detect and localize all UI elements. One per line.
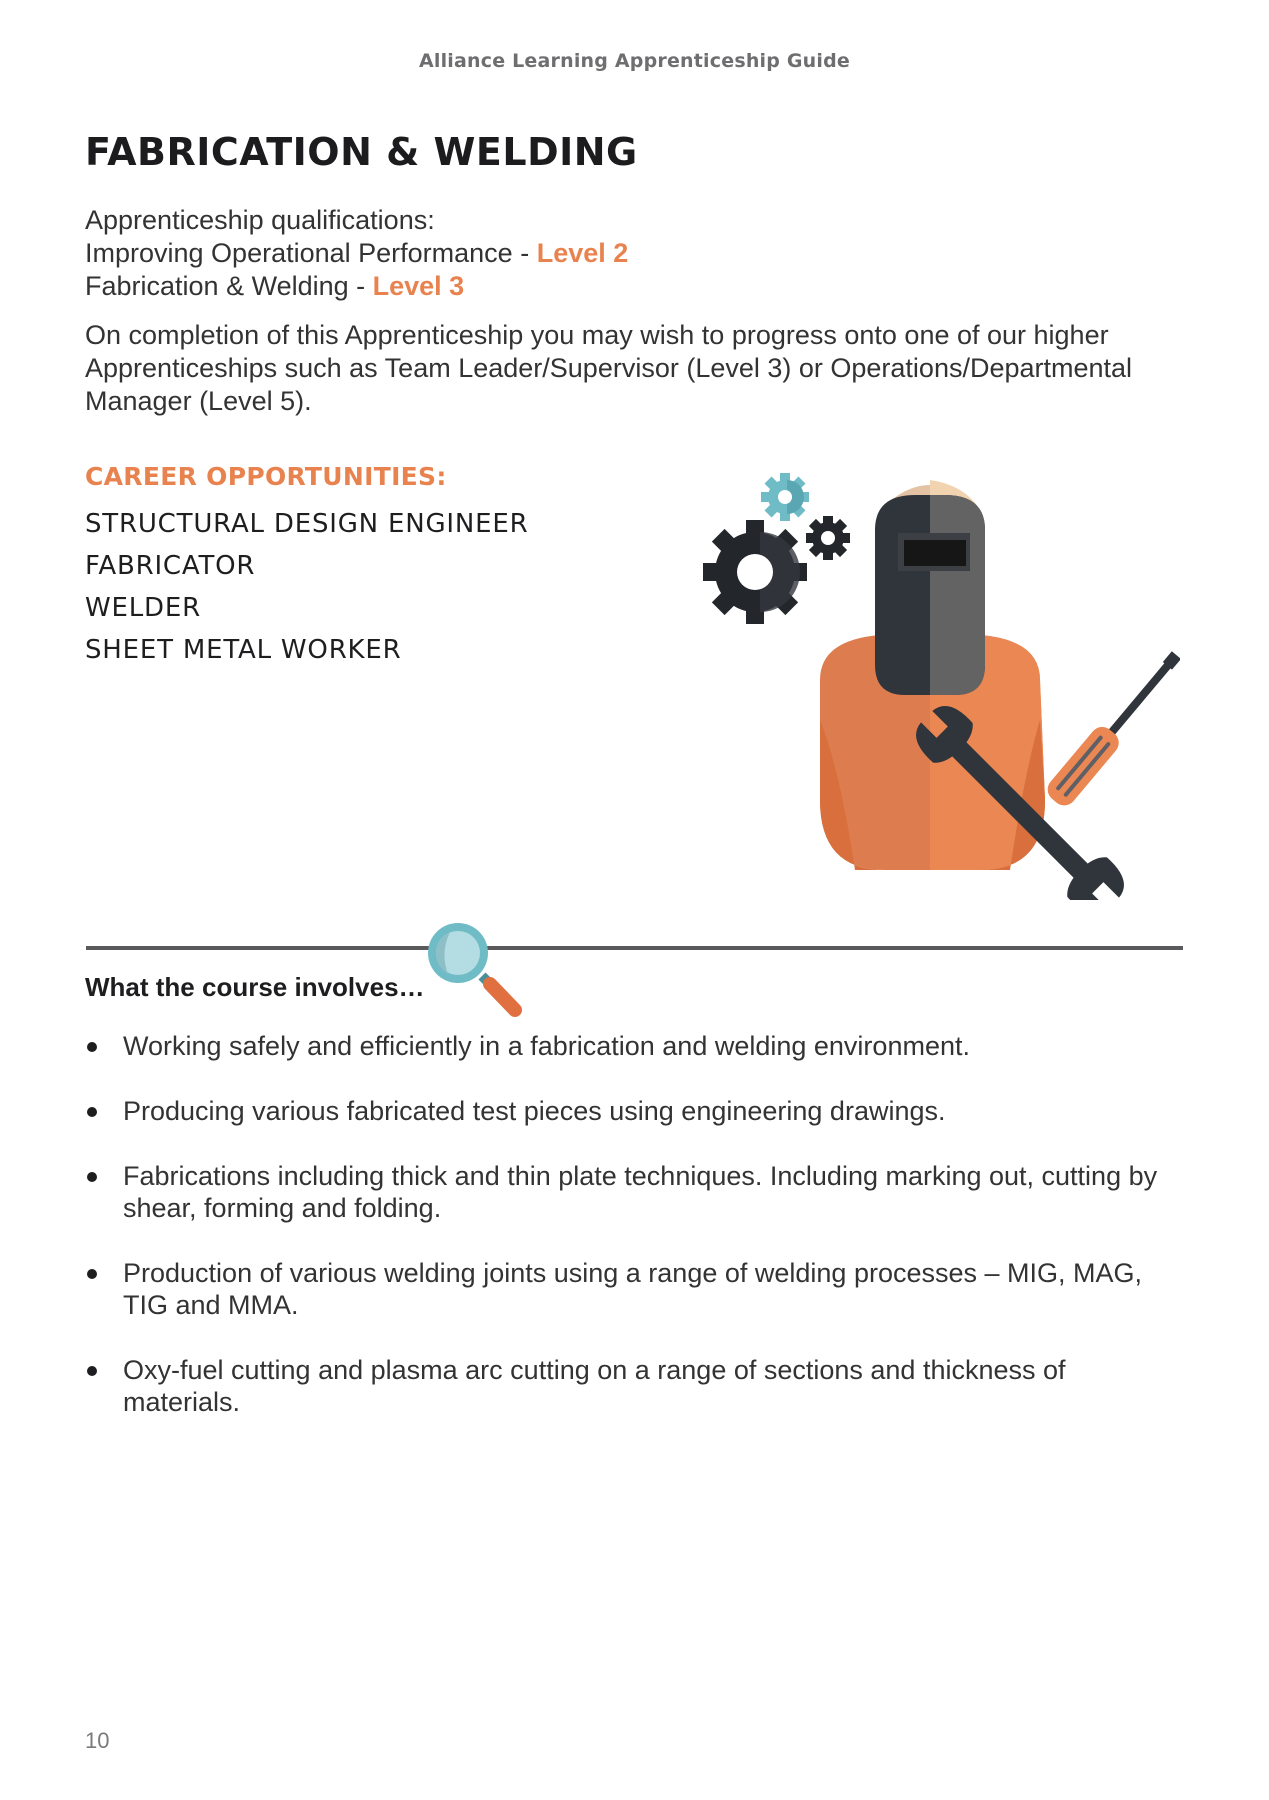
progression-paragraph: On completion of this Apprenticeship you may wish to progress onto one of our higher Apprenticeships such as Team Leader/Supervisor (Level 3) or Operations/Departmental Manager (Level 5). [85, 320, 1133, 416]
course-heading: What the course involves… [85, 972, 425, 1002]
course-item-text: Production of various welding joints using a range of welding processes – MIG, MAG, TIG and MMA. [123, 1258, 1143, 1320]
bullet-icon [87, 1366, 97, 1376]
course-item [85, 1354, 1185, 1418]
course-list [85, 1030, 1185, 1451]
qualification-level: Level 2 [536, 238, 629, 268]
career-item: SHEET METAL WORKER [85, 635, 402, 665]
course-item-text: Working safely and efficiently in a fabrication and welding environment. [123, 1031, 970, 1061]
page-title: FABRICATION & WELDING [85, 130, 638, 174]
course-item-text: Oxy-fuel cutting and plasma arc cutting on a range of sections and thickness of materials. [123, 1355, 1066, 1417]
career-item: WELDER [85, 593, 201, 623]
course-item [85, 1257, 1185, 1321]
course-item [85, 1095, 1185, 1127]
qualification-item [85, 237, 628, 270]
page-number: 10 [85, 1728, 110, 1753]
bullet-icon [87, 1269, 97, 1279]
welder-illustration-icon [680, 470, 1180, 900]
bullet-icon [87, 1172, 97, 1182]
career-item: FABRICATOR [85, 551, 256, 581]
course-item [85, 1160, 1185, 1224]
qualification-name: Improving Operational Performance - [85, 238, 537, 268]
bullet-icon [87, 1042, 97, 1052]
running-header: Alliance Learning Apprenticeship Guide [418, 50, 851, 72]
qualification-name: Fabrication & Welding - [85, 271, 373, 301]
bullet-icon [87, 1107, 97, 1117]
career-opportunities-heading: CAREER OPPORTUNITIES: [85, 462, 447, 491]
course-item-text: Fabrications including thick and thin plate techniques. Including marking out, cutting by shear, forming and folding. [123, 1161, 1158, 1223]
qualifications-block [85, 204, 628, 303]
qualifications-intro: Apprenticeship qualifications: [85, 205, 435, 235]
magnifying-glass-icon [420, 918, 525, 1018]
qualification-level: Level 3 [372, 271, 465, 301]
qualification-item [85, 270, 628, 303]
course-item [85, 1030, 1185, 1062]
course-item-text: Producing various fabricated test pieces using engineering drawings. [123, 1096, 946, 1126]
career-list [85, 503, 528, 671]
career-item: STRUCTURAL DESIGN ENGINEER [85, 509, 529, 539]
section-divider [86, 946, 1183, 950]
